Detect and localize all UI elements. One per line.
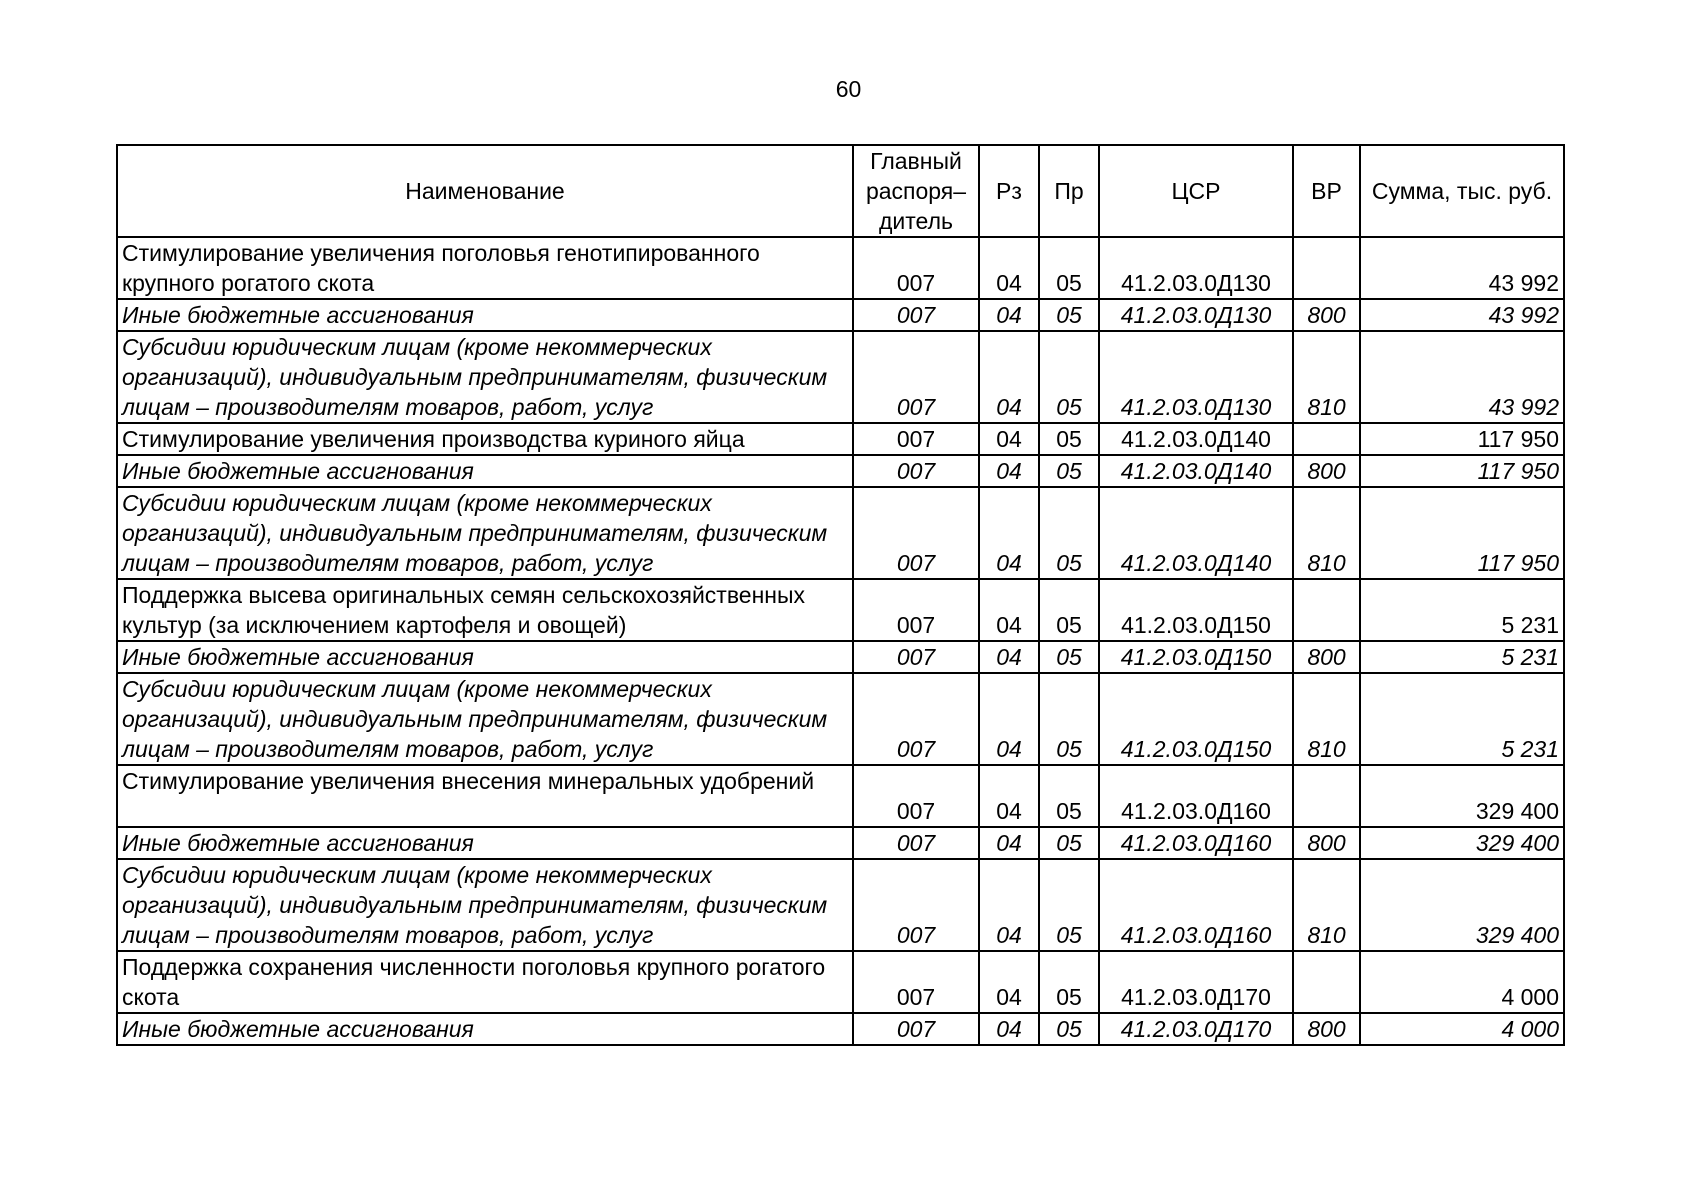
cell-subsection: 05 bbox=[1039, 423, 1099, 455]
cell-subsection: 05 bbox=[1039, 641, 1099, 673]
cell-subsection: 05 bbox=[1039, 827, 1099, 859]
cell-main-manager: 007 bbox=[853, 331, 979, 423]
cell-section: 04 bbox=[979, 827, 1039, 859]
table-row bbox=[117, 951, 1564, 1013]
cell-section: 04 bbox=[979, 423, 1039, 455]
cell-target-article: 41.2.03.0Д130 bbox=[1099, 299, 1293, 331]
cell-section: 04 bbox=[979, 455, 1039, 487]
header-section: Рз bbox=[979, 145, 1039, 237]
cell-section: 04 bbox=[979, 641, 1039, 673]
cell-name: Субсидии юридическим лицам (кроме некоммерческих организаций), индивидуальным предпринимателям, физическим лицам – производителям товаров, работ, услуг bbox=[117, 673, 853, 765]
cell-subsection: 05 bbox=[1039, 331, 1099, 423]
cell-sum: 117 950 bbox=[1360, 455, 1564, 487]
cell-expense-type: 810 bbox=[1293, 487, 1360, 579]
cell-subsection: 05 bbox=[1039, 1013, 1099, 1045]
cell-main-manager: 007 bbox=[853, 951, 979, 1013]
cell-main-manager: 007 bbox=[853, 827, 979, 859]
cell-section: 04 bbox=[979, 951, 1039, 1013]
budget-table bbox=[116, 144, 1565, 1046]
cell-target-article: 41.2.03.0Д170 bbox=[1099, 1013, 1293, 1045]
cell-expense-type bbox=[1293, 423, 1360, 455]
cell-target-article: 41.2.03.0Д140 bbox=[1099, 423, 1293, 455]
cell-sum: 43 992 bbox=[1360, 237, 1564, 299]
cell-main-manager: 007 bbox=[853, 455, 979, 487]
table-row bbox=[117, 827, 1564, 859]
table-row bbox=[117, 487, 1564, 579]
header-subsection: Пр bbox=[1039, 145, 1099, 237]
cell-section: 04 bbox=[979, 765, 1039, 827]
cell-name: Иные бюджетные ассигнования bbox=[117, 827, 853, 859]
header-expense-type: ВР bbox=[1293, 145, 1360, 237]
cell-subsection: 05 bbox=[1039, 237, 1099, 299]
cell-expense-type bbox=[1293, 765, 1360, 827]
cell-expense-type bbox=[1293, 951, 1360, 1013]
cell-target-article: 41.2.03.0Д150 bbox=[1099, 641, 1293, 673]
cell-target-article: 41.2.03.0Д130 bbox=[1099, 331, 1293, 423]
cell-name: Иные бюджетные ассигнования bbox=[117, 299, 853, 331]
table-row bbox=[117, 579, 1564, 641]
cell-name: Субсидии юридическим лицам (кроме некоммерческих организаций), индивидуальным предпринимателям, физическим лицам – производителям товаров, работ, услуг bbox=[117, 487, 853, 579]
cell-name: Иные бюджетные ассигнования bbox=[117, 641, 853, 673]
cell-subsection: 05 bbox=[1039, 765, 1099, 827]
cell-sum: 329 400 bbox=[1360, 765, 1564, 827]
cell-sum: 4 000 bbox=[1360, 951, 1564, 1013]
cell-sum: 5 231 bbox=[1360, 641, 1564, 673]
cell-sum: 4 000 bbox=[1360, 1013, 1564, 1045]
header-main-manager: Главный распоря– дитель bbox=[853, 145, 979, 237]
header-sum: Сумма, тыс. руб. bbox=[1360, 145, 1564, 237]
table-row bbox=[117, 859, 1564, 951]
cell-expense-type: 800 bbox=[1293, 1013, 1360, 1045]
cell-sum: 329 400 bbox=[1360, 859, 1564, 951]
cell-target-article: 41.2.03.0Д150 bbox=[1099, 673, 1293, 765]
cell-subsection: 05 bbox=[1039, 951, 1099, 1013]
table-row bbox=[117, 455, 1564, 487]
table-header-row bbox=[117, 145, 1564, 237]
cell-name: Субсидии юридическим лицам (кроме некоммерческих организаций), индивидуальным предпринимателям, физическим лицам – производителям товаров, работ, услуг bbox=[117, 331, 853, 423]
header-name: Наименование bbox=[117, 145, 853, 237]
cell-main-manager: 007 bbox=[853, 299, 979, 331]
cell-main-manager: 007 bbox=[853, 641, 979, 673]
cell-target-article: 41.2.03.0Д160 bbox=[1099, 859, 1293, 951]
cell-subsection: 05 bbox=[1039, 299, 1099, 331]
table-row bbox=[117, 1013, 1564, 1045]
cell-main-manager: 007 bbox=[853, 423, 979, 455]
cell-target-article: 41.2.03.0Д150 bbox=[1099, 579, 1293, 641]
table-row bbox=[117, 641, 1564, 673]
cell-subsection: 05 bbox=[1039, 455, 1099, 487]
table-row bbox=[117, 765, 1564, 827]
cell-main-manager: 007 bbox=[853, 1013, 979, 1045]
cell-main-manager: 007 bbox=[853, 487, 979, 579]
cell-target-article: 41.2.03.0Д160 bbox=[1099, 765, 1293, 827]
cell-name: Поддержка высева оригинальных семян сельскохозяйственных культур (за исключением картофеля и овощей) bbox=[117, 579, 853, 641]
table-row bbox=[117, 237, 1564, 299]
cell-name: Субсидии юридическим лицам (кроме некоммерческих организаций), индивидуальным предпринимателям, физическим лицам – производителям товаров, работ, услуг bbox=[117, 859, 853, 951]
cell-subsection: 05 bbox=[1039, 673, 1099, 765]
cell-name: Стимулирование увеличения производства куриного яйца bbox=[117, 423, 853, 455]
cell-name: Иные бюджетные ассигнования bbox=[117, 455, 853, 487]
cell-subsection: 05 bbox=[1039, 859, 1099, 951]
cell-sum: 43 992 bbox=[1360, 299, 1564, 331]
cell-expense-type: 800 bbox=[1293, 827, 1360, 859]
table-row bbox=[117, 423, 1564, 455]
table-row bbox=[117, 673, 1564, 765]
cell-expense-type: 800 bbox=[1293, 641, 1360, 673]
cell-section: 04 bbox=[979, 579, 1039, 641]
cell-main-manager: 007 bbox=[853, 237, 979, 299]
cell-main-manager: 007 bbox=[853, 765, 979, 827]
cell-section: 04 bbox=[979, 331, 1039, 423]
cell-section: 04 bbox=[979, 673, 1039, 765]
cell-name: Стимулирование увеличения внесения минеральных удобрений bbox=[117, 765, 853, 827]
page-number: 60 bbox=[835, 76, 862, 102]
cell-section: 04 bbox=[979, 487, 1039, 579]
cell-main-manager: 007 bbox=[853, 859, 979, 951]
cell-target-article: 41.2.03.0Д160 bbox=[1099, 827, 1293, 859]
cell-subsection: 05 bbox=[1039, 579, 1099, 641]
cell-sum: 5 231 bbox=[1360, 673, 1564, 765]
table-row bbox=[117, 331, 1564, 423]
cell-name: Иные бюджетные ассигнования bbox=[117, 1013, 853, 1045]
header-target-article: ЦСР bbox=[1099, 145, 1293, 237]
cell-target-article: 41.2.03.0Д140 bbox=[1099, 487, 1293, 579]
cell-main-manager: 007 bbox=[853, 579, 979, 641]
cell-expense-type: 810 bbox=[1293, 673, 1360, 765]
cell-expense-type: 800 bbox=[1293, 299, 1360, 331]
cell-section: 04 bbox=[979, 1013, 1039, 1045]
cell-target-article: 41.2.03.0Д130 bbox=[1099, 237, 1293, 299]
cell-expense-type bbox=[1293, 579, 1360, 641]
cell-sum: 5 231 bbox=[1360, 579, 1564, 641]
cell-expense-type: 810 bbox=[1293, 859, 1360, 951]
cell-target-article: 41.2.03.0Д170 bbox=[1099, 951, 1293, 1013]
cell-sum: 117 950 bbox=[1360, 423, 1564, 455]
cell-sum: 117 950 bbox=[1360, 487, 1564, 579]
cell-section: 04 bbox=[979, 299, 1039, 331]
cell-expense-type: 800 bbox=[1293, 455, 1360, 487]
cell-section: 04 bbox=[979, 237, 1039, 299]
cell-expense-type: 810 bbox=[1293, 331, 1360, 423]
cell-name: Стимулирование увеличения поголовья генотипированного крупного рогатого скота bbox=[117, 237, 853, 299]
cell-sum: 43 992 bbox=[1360, 331, 1564, 423]
table-row bbox=[117, 299, 1564, 331]
cell-subsection: 05 bbox=[1039, 487, 1099, 579]
cell-main-manager: 007 bbox=[853, 673, 979, 765]
cell-target-article: 41.2.03.0Д140 bbox=[1099, 455, 1293, 487]
cell-expense-type bbox=[1293, 237, 1360, 299]
cell-name: Поддержка сохранения численности поголовья крупного рогатого скота bbox=[117, 951, 853, 1013]
cell-sum: 329 400 bbox=[1360, 827, 1564, 859]
cell-section: 04 bbox=[979, 859, 1039, 951]
